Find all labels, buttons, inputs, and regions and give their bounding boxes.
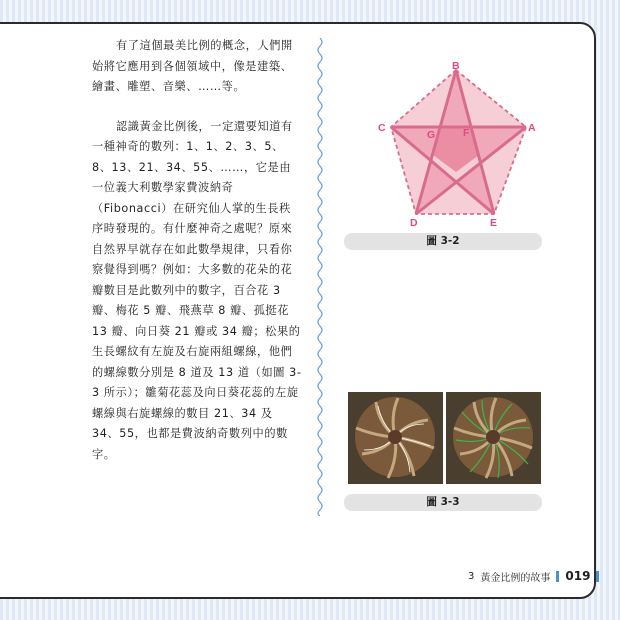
pinecone-photo-left xyxy=(348,392,443,484)
chapter-title: 黃金比例的故事 xyxy=(480,572,551,584)
figure-3-2-caption: 圖 3-2 xyxy=(344,233,542,250)
paragraph-2-text: 認識黃金比例後，一定還要知道有一種神奇的數列：1、1、2、3、5、8、13、21、34、55、……，它是由一位義大利數學家費波納奇（Fibonacci）在研究仙人掌的生長秩序時發現的。有什麼神奇之處呢？原來自然界早就存在如此數學規律，只看你察覺得到嗎？例如：大多數的花朵的花瓣數目是此數列中的數字，百合花 3 瓣、梅花 5 瓣、飛燕草 8 瓣、孤挺花 13 瓣、向日葵 21 瓣或 34 瓣；松果的生長螺紋有左旋及右旋兩組螺線，他們的螺線數分別是 8 道及 13 道（如圖 3-3 所示）；雛菊花蕊及向日葵花蕊的左旋螺線與右旋螺線的數目 21、34 及 34、55，也都是費波納奇數列中的數字。 xyxy=(92,119,302,461)
label-G: G xyxy=(427,129,436,141)
paragraph-2 xyxy=(92,117,302,466)
label-F: F xyxy=(463,127,470,139)
label-B: B xyxy=(452,60,460,72)
page-number: 019 xyxy=(565,569,591,583)
chapter-number: 3 xyxy=(468,570,475,582)
page-footer xyxy=(468,568,599,584)
pentagon-star-figure xyxy=(344,60,542,230)
paragraph-1 xyxy=(92,36,302,98)
label-E: E xyxy=(490,217,498,229)
footer-bar-right xyxy=(596,571,599,582)
pinecone-photo-right xyxy=(446,392,541,484)
figure-3-3-caption: 圖 3-3 xyxy=(344,494,542,511)
label-C: C xyxy=(378,122,386,134)
footer-bar-left xyxy=(556,571,559,582)
paragraph-1-text: 有了這個最美比例的概念，人們開始將它應用到各個領域中，像是建築、繪畫、雕塑、音樂、……等。 xyxy=(92,39,293,93)
label-A: A xyxy=(528,122,536,134)
wavy-divider xyxy=(316,38,324,516)
label-D: D xyxy=(410,217,418,229)
body-text xyxy=(92,36,302,484)
